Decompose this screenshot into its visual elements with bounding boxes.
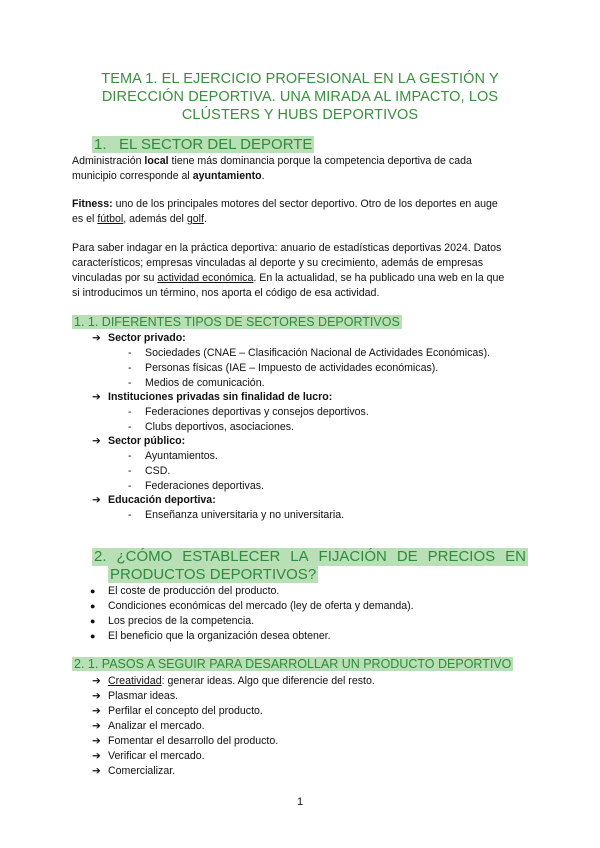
bullet-icon: ● [90,586,96,596]
text-span: es el [72,213,98,225]
list-item-text: Fomentar el desarrollo del producto. [108,735,279,747]
document-title [90,70,510,124]
title-line-3: CLÚSTERS Y HUBS DEPORTIVOS [181,107,419,123]
bold-local: local [144,155,169,167]
underlined-actividad: actividad económica [157,272,254,284]
text-span: Administración [72,155,145,167]
arrow-icon: ➔ [92,332,101,344]
title-line-1: TEMA 1. EL EJERCICIO PROFESIONAL EN LA GESTIÓN Y [101,71,499,87]
dash-icon: - [128,347,132,359]
page-number: 1 [296,796,304,808]
list-item-text: Sociedades (CNAE – Clasificación Nacional de Actividades Económicas). [145,347,491,359]
section-1-title: EL SECTOR DEL DEPORTE [119,136,313,153]
text-span: uno de los principales motores del sector deportivo. Otro de los deportes en auge [112,198,498,210]
list-item-text: Perfilar el concepto del producto. [108,705,263,717]
group-label: Sector público: [108,435,186,447]
group-label: Instituciones privadas sin finalidad de lucro: [108,391,333,403]
group-label: Sector privado: [108,332,186,344]
title-line-2: DIRECCIÓN DEPORTIVA. UNA MIRADA AL IMPACTO, LOS [101,89,499,105]
heading-word: ¿CÓMO [116,548,173,565]
dash-icon: - [128,406,132,418]
bullet-icon: ● [90,631,96,641]
bullet-icon: ● [90,601,96,611]
list-item-text: Clubs deportivos, asociaciones. [145,421,294,433]
section-2-number: 2. [94,548,107,565]
list-item-text: CSD. [145,465,171,477]
text-line: característicos; empresas vinculadas al deporte y su crecimiento, además de empresas [72,257,483,269]
text-span: vinculadas por su [72,272,158,284]
list-item-text: El beneficio que la organización desea obtener. [108,630,331,642]
list-item-text: Analizar el mercado. [108,720,205,732]
arrow-icon: ➔ [92,765,101,777]
heading-word: PRECIOS [427,548,496,565]
section-1-heading [92,136,314,154]
list-item-text: Ayuntamientos. [145,450,218,462]
list-item-text: Medios de comunicación. [145,377,265,389]
list-item-text: El coste de producción del producto. [108,585,280,597]
list-item-text: Federaciones deportivas. [145,480,264,492]
list-item-text [108,674,375,689]
arrow-icon: ➔ [92,690,101,702]
list-item-text: Comercializar. [108,765,176,777]
dash-icon: - [128,450,132,462]
text-span: . En la actualidad, se ha publicado una web en la que [253,272,505,284]
section-2-heading-line-1 [92,548,528,566]
list-item-text: Plasmar ideas. [108,690,179,702]
bold-fitness: Fitness: [72,198,113,210]
arrow-icon: ➔ [92,750,101,762]
section-1-1-heading [72,314,402,330]
group-label: Educación deportiva: [108,494,216,506]
bold-ayuntamiento: ayuntamiento [192,170,262,182]
heading-word: LA [290,548,309,565]
text-span: municipio corresponde al [72,170,193,182]
section-1-1-title: 1. 1. DIFERENTES TIPOS DE SECTORES DEPORTIVOS [74,315,400,329]
arrow-icon: ➔ [92,705,101,717]
heading-word: FIJACIÓN [318,548,387,565]
list-item-text: Personas físicas (IAE – Impuesto de actividades económicas). [145,362,439,374]
dash-icon: - [128,465,132,477]
text-span: , además del [123,213,187,225]
arrow-icon: ➔ [92,675,101,687]
arrow-icon: ➔ [92,494,101,506]
list-item-text: Enseñanza universitaria y no universitaria. [145,509,345,521]
text-span: . [203,213,207,225]
underlined-futbol: fútbol [97,213,124,225]
arrow-icon: ➔ [92,435,101,447]
text-line: Para saber indagar en la práctica deportiva: anuario de estadísticas deportivas 2024. Datos [72,242,502,254]
heading-text: PRODUCTOS DEPORTIVOS? [110,566,317,583]
underlined-creatividad: Creatividad [108,675,162,687]
dash-icon: - [128,362,132,374]
dash-icon: - [128,509,132,521]
paragraph-fitness [72,197,528,227]
section-2-1-heading [72,656,513,672]
text-span: . [261,170,265,182]
bullet-icon: ● [90,616,96,626]
heading-word: DE [396,548,418,565]
arrow-icon: ➔ [92,391,101,403]
arrow-icon: ➔ [92,735,101,747]
dash-icon: - [128,421,132,433]
paragraph-anuario [72,241,528,301]
underlined-golf: golf [186,213,204,225]
list-item-text: Condiciones económicas del mercado (ley de oferta y demanda). [108,600,414,612]
text-span: : generar ideas. Algo que diferencie del resto. [161,675,375,687]
text-line: si introducimos un término, nos aporta el código de esa actividad. [72,287,380,299]
dash-icon: - [128,480,132,492]
list-item-text: Verificar el mercado. [108,750,205,762]
arrow-icon: ➔ [92,720,101,732]
list-item-text: Los precios de la competencia. [108,615,255,627]
section-2-heading [92,548,528,584]
heading-word: ESTABLECER [182,548,281,565]
dash-icon: - [128,377,132,389]
heading-word: EN [505,548,526,565]
paragraph-administracion [72,154,528,184]
section-2-heading-line-2 [92,566,528,584]
list-item-text: Federaciones deportivas y consejos deportivos. [145,406,369,418]
section-2-1-title: 2. 1. PASOS A SEGUIR PARA DESARROLLAR UN PRODUCTO DEPORTIVO [74,657,512,671]
text-span: tiene más dominancia porque la competencia deportiva de cada [168,155,472,167]
section-1-number: 1. [94,136,107,153]
